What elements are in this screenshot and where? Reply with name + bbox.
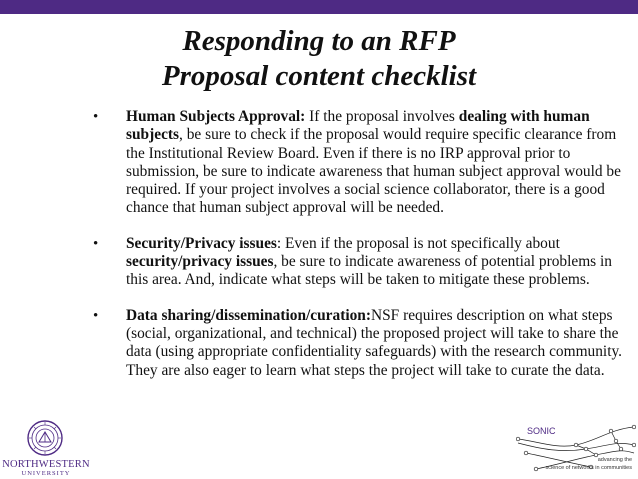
title-line-2: Proposal content checklist — [161, 60, 477, 92]
northwestern-name: NORTHWESTERN — [2, 459, 90, 470]
checklist-item — [93, 235, 625, 290]
sonic-title: SONIC — [527, 426, 556, 436]
sonic-tagline-1: advancing the — [597, 457, 632, 463]
checklist-item-text: NSF requires description on what steps (social, organizational, and technical) the proposed project will take to share the data (using appropriate confidentiality safeguards) with the research community. They are also eager to learn what steps the project will take to curate the data. — [126, 306, 623, 379]
slide-title — [0, 24, 638, 94]
title-line-1: Responding to an RFP — [182, 25, 456, 57]
bullet-marker: • — [93, 307, 99, 324]
checklist-item — [93, 307, 625, 380]
checklist-item — [93, 108, 625, 218]
northwestern-sub: UNIVERSITY — [21, 470, 71, 477]
checklist-item-text: : Even if the proposal is not specifically about — [276, 234, 560, 252]
checklist-item-heading: Data sharing/dissemination/curation: — [126, 306, 371, 324]
checklist-item-text: , be sure to indicate awareness of potential problems in this area. And, indicate what steps will be taken to mitigate these problems. — [126, 253, 612, 289]
checklist-item-heading: dealing with human subjects — [126, 108, 590, 144]
university-seal-icon — [27, 420, 63, 456]
bullet-marker: • — [93, 109, 99, 125]
checklist-item-heading: security/privacy issues — [126, 253, 274, 271]
checklist — [93, 108, 625, 397]
sonic-logo — [516, 419, 636, 477]
checklist-item-heading: Human Subjects Approval: — [126, 108, 306, 125]
sonic-tagline-2: science of networks in communities — [545, 465, 632, 471]
checklist-item-text: , be sure to check if the proposal would require specific clearance from the Institutional Review Board. Even if there is no IRP approval prior to submission, be sure to indicate awareness that human subject approval would be required. If your project involves a social science collaborator, there is a good chance that human subject approval will be needed. — [126, 126, 621, 217]
checklist-item-text: If the proposal involves — [305, 108, 459, 125]
top-accent-bar — [0, 0, 638, 14]
bullet-marker: • — [93, 235, 99, 252]
checklist-item-heading: Security/Privacy issues — [126, 234, 277, 252]
northwestern-logo — [2, 420, 92, 478]
